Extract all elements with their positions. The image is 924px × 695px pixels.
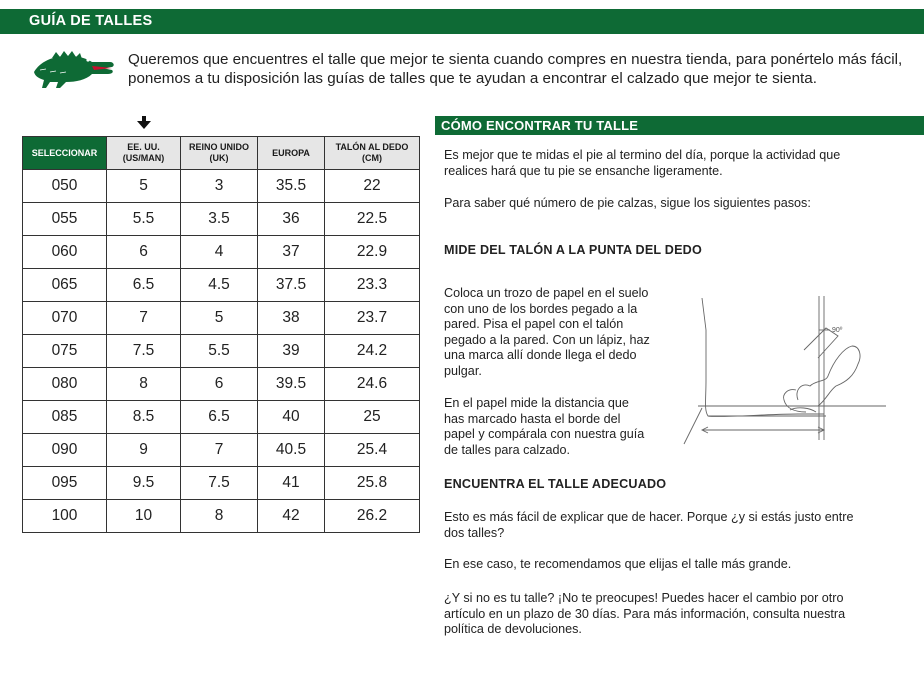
us-cell: 7.5 (107, 335, 181, 368)
measure-paragraph-2: En el papel mide la distancia que has marcado hasta el borde del papel y compárala con nuestra guía de talles para calzado. (444, 396, 645, 457)
cm-cell: 22 (325, 170, 420, 203)
uk-cell: 3 (181, 170, 258, 203)
header-eu: EUROPA (258, 137, 325, 170)
us-cell: 9.5 (107, 467, 181, 500)
select-cell[interactable]: 080 (23, 368, 107, 401)
uk-cell: 6.5 (181, 401, 258, 434)
cm-cell: 25.8 (325, 467, 420, 500)
uk-cell: 4.5 (181, 269, 258, 302)
cm-cell: 22.5 (325, 203, 420, 236)
cm-cell: 24.2 (325, 335, 420, 368)
guide-paragraph-1: Es mejor que te midas el pie al termino del día, porque la actividad que realices hará que tu pie se ensanche ligeramente. (444, 148, 841, 178)
table-row[interactable] (23, 302, 420, 335)
select-cell[interactable]: 070 (23, 302, 107, 335)
select-cell[interactable]: 090 (23, 434, 107, 467)
table-row[interactable] (23, 401, 420, 434)
guide-title-bar (435, 116, 924, 135)
us-cell: 6 (107, 236, 181, 269)
header-us: EE. UU. (US/MAN) (107, 137, 181, 170)
uk-cell: 6 (181, 368, 258, 401)
us-cell: 8.5 (107, 401, 181, 434)
cm-cell: 24.6 (325, 368, 420, 401)
eu-cell: 42 (258, 500, 325, 533)
table-row[interactable] (23, 467, 420, 500)
header-select[interactable]: SELECCIONAR (23, 137, 107, 170)
table-row[interactable] (23, 434, 420, 467)
select-cell[interactable]: 075 (23, 335, 107, 368)
guide-paragraph-2: Para saber qué número de pie calzas, sigue los siguientes pasos: (444, 196, 811, 210)
foot-measure-illustration (678, 290, 888, 450)
us-cell: 9 (107, 434, 181, 467)
eu-cell: 36 (258, 203, 325, 236)
fit-paragraph-3: ¿Y si no es tu talle? ¡No te preocupes! Puedes hacer el cambio por otro artículo en un plazo de 30 días. Para más información, consulta nuestra política de devoluciones. (444, 591, 846, 636)
uk-cell: 4 (181, 236, 258, 269)
select-cell[interactable]: 050 (23, 170, 107, 203)
cm-cell: 26.2 (325, 500, 420, 533)
header-bar (0, 9, 924, 34)
table-row[interactable] (23, 170, 420, 203)
cm-cell: 22.9 (325, 236, 420, 269)
uk-cell: 5 (181, 302, 258, 335)
measure-paragraph-1: Coloca un trozo de papel en el suelo con uno de los bordes pegado a la pared. Pisa el papel con el talón pegado a la pared. Con un lápiz, haz una marca allí donde llega el dedo pulgar. (444, 286, 650, 378)
us-cell: 10 (107, 500, 181, 533)
cm-cell: 25 (325, 401, 420, 434)
us-cell: 5.5 (107, 203, 181, 236)
select-cell[interactable]: 095 (23, 467, 107, 500)
crocodile-logo-icon (32, 42, 116, 90)
cm-cell: 25.4 (325, 434, 420, 467)
us-cell: 7 (107, 302, 181, 335)
uk-cell: 7.5 (181, 467, 258, 500)
table-row[interactable] (23, 335, 420, 368)
eu-cell: 40.5 (258, 434, 325, 467)
select-cell[interactable]: 085 (23, 401, 107, 434)
eu-cell: 37 (258, 236, 325, 269)
measure-heading: MIDE DEL TALÓN A LA PUNTA DEL DEDO (444, 243, 702, 257)
table-row[interactable] (23, 236, 420, 269)
table-row[interactable] (23, 368, 420, 401)
fit-heading: ENCUENTRA EL TALLE ADECUADO (444, 477, 667, 491)
eu-cell: 37.5 (258, 269, 325, 302)
uk-cell: 8 (181, 500, 258, 533)
guide-title: CÓMO ENCONTRAR TU TALLE (441, 118, 639, 133)
select-cell[interactable]: 055 (23, 203, 107, 236)
intro-text: Queremos que encuentres el talle que mejor te sienta cuando compres en nuestra tienda, para ponértelo más fácil, ponemos a tu disposición las guías de talles que te ayudan a encontrar el calzado que mejor te sienta. (128, 51, 903, 87)
cm-cell: 23.7 (325, 302, 420, 335)
eu-cell: 35.5 (258, 170, 325, 203)
uk-cell: 3.5 (181, 203, 258, 236)
down-arrow-icon (137, 116, 151, 130)
header-uk: REINO UNIDO (UK) (181, 137, 258, 170)
us-cell: 5 (107, 170, 181, 203)
header-cm: TALÓN AL DEDO (CM) (325, 137, 420, 170)
us-cell: 8 (107, 368, 181, 401)
fit-paragraph-2: En ese caso, te recomendamos que elijas el talle más grande. (444, 557, 792, 571)
table-row[interactable] (23, 203, 420, 236)
eu-cell: 40 (258, 401, 325, 434)
angle-label: 90º (832, 327, 843, 334)
eu-cell: 38 (258, 302, 325, 335)
eu-cell: 39.5 (258, 368, 325, 401)
select-cell[interactable]: 060 (23, 236, 107, 269)
page-title: GUÍA DE TALLES (29, 13, 153, 29)
table-row[interactable] (23, 500, 420, 533)
cm-cell: 23.3 (325, 269, 420, 302)
select-cell[interactable]: 100 (23, 500, 107, 533)
fit-paragraph-1: Esto es más fácil de explicar que de hacer. Porque ¿y si estás justo entre dos talles? (444, 510, 854, 540)
us-cell: 6.5 (107, 269, 181, 302)
eu-cell: 39 (258, 335, 325, 368)
size-table (22, 136, 420, 533)
uk-cell: 5.5 (181, 335, 258, 368)
table-header-row (23, 137, 420, 170)
table-row[interactable] (23, 269, 420, 302)
select-cell[interactable]: 065 (23, 269, 107, 302)
eu-cell: 41 (258, 467, 325, 500)
uk-cell: 7 (181, 434, 258, 467)
